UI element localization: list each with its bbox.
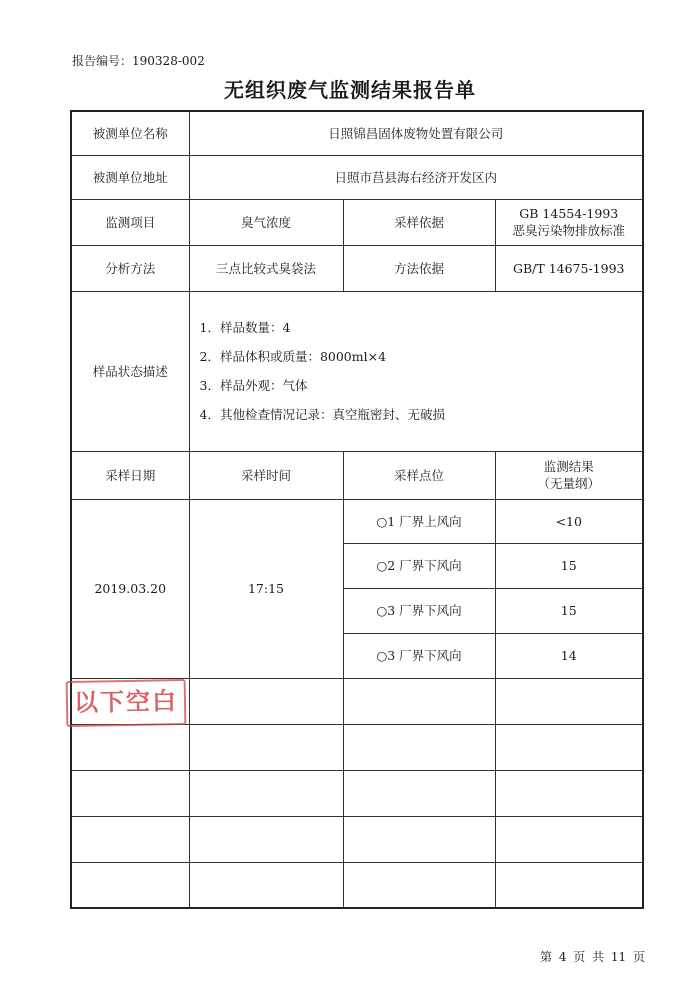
sampling-basis-value	[495, 199, 643, 245]
report-table	[70, 110, 644, 909]
sampling-point-3: ○3 厂界下风向	[343, 588, 495, 633]
header-sampling-point: 采样点位	[343, 451, 495, 499]
unit-address-label: 被测单位地址	[71, 155, 189, 199]
blank-row	[71, 770, 643, 816]
report-number-label: 报告编号：	[72, 54, 133, 68]
result-value-4: 14	[495, 633, 643, 678]
sampling-date-value: 2019.03.20	[71, 499, 189, 678]
sampling-point-2: ○2 厂界下风向	[343, 543, 495, 588]
unit-address-value: 日照市莒县海右经济开发区内	[189, 155, 643, 199]
report-number	[72, 52, 205, 69]
result-value-1: <10	[495, 499, 643, 543]
unit-name-value: 日照锦昌固体废物处置有限公司	[189, 111, 643, 155]
result-value-2: 15	[495, 543, 643, 588]
sample-status-label: 样品状态描述	[71, 291, 189, 451]
blank-row	[71, 724, 643, 770]
header-sampling-date: 采样日期	[71, 451, 189, 499]
sampling-time-value: 17:15	[189, 499, 343, 678]
analysis-method-value: 三点比较式臭袋法	[189, 245, 343, 291]
sampling-basis-name: 恶臭污染物排放标准	[512, 223, 626, 238]
analysis-method-label: 分析方法	[71, 245, 189, 291]
sample-status-item: 1．样品数量：4	[199, 320, 291, 335]
report-number-value: 190328-002	[132, 54, 205, 68]
method-basis-value: GB/T 14675-1993	[495, 245, 643, 291]
blank-row	[71, 816, 643, 862]
monitoring-item-label: 监测项目	[71, 199, 189, 245]
page-number: 第 4 页 共 11 页	[540, 950, 645, 964]
unit-name-label: 被测单位名称	[71, 111, 189, 155]
result-value-3: 15	[495, 588, 643, 633]
sample-status-item: 4．其他检查情况记录：真空瓶密封、无破损	[199, 407, 445, 422]
sampling-point-4: ○3 厂界下风向	[343, 633, 495, 678]
sampling-point-1: ○1 厂界上风向	[343, 499, 495, 543]
blank-row	[71, 862, 643, 908]
sample-status-list	[189, 291, 643, 451]
method-basis-label: 方法依据	[343, 245, 495, 291]
page-title: 无组织废气监测结果报告单	[224, 78, 476, 102]
header-result	[495, 451, 643, 499]
sample-status-item: 3．样品外观：气体	[199, 378, 308, 393]
sample-status-item: 2．样品体积或质量：8000ml×4	[199, 349, 387, 364]
sampling-basis-code: GB 14554-1993	[519, 206, 619, 221]
blank-below-stamp: 以下空白	[66, 679, 187, 727]
monitoring-item-value: 臭气浓度	[189, 199, 343, 245]
sampling-basis-label: 采样依据	[343, 199, 495, 245]
header-sampling-time: 采样时间	[189, 451, 343, 499]
header-result-title: 监测结果	[543, 459, 594, 474]
header-result-unit: （无量纲）	[537, 476, 601, 491]
